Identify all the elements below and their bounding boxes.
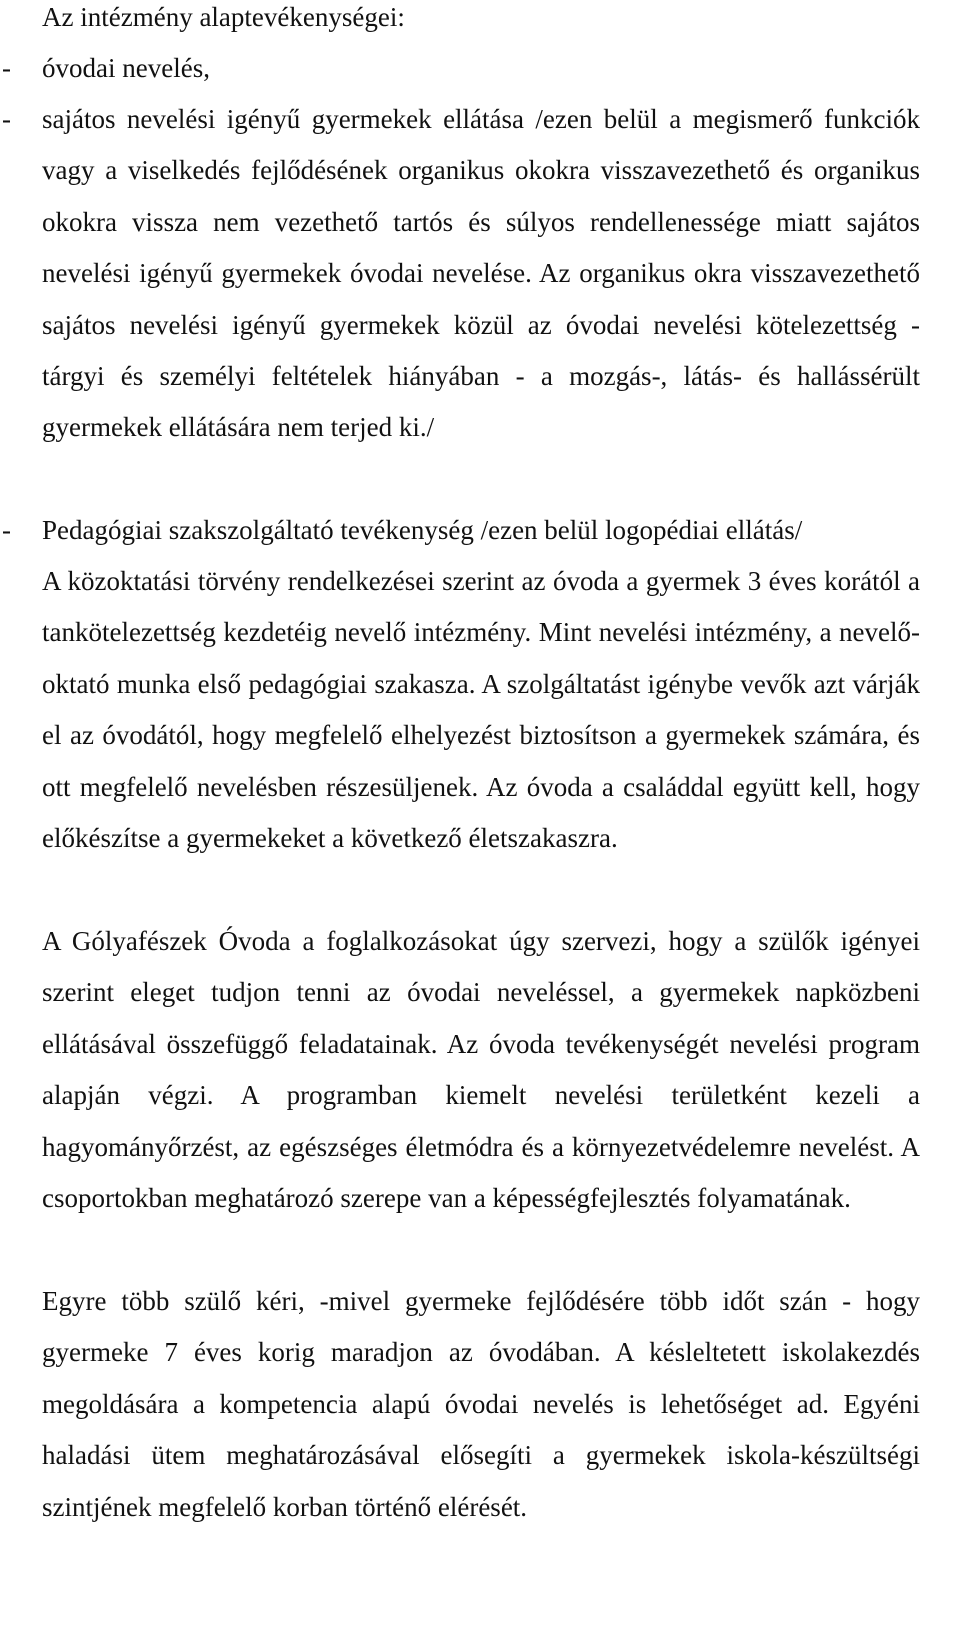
- body-paragraph: A közoktatási törvény rendelkezései szerint az óvoda a gyermek 3 éves korától a tankötelezettség kezdetéig nevelő intézmény. Mint nevelési intézmény, a nevelő-oktató munka első pedagógiai szakasza. A szolgáltatást igénybe vevők azt várják el az óvodától, hogy megfelelő elhelyezést biztosítson a gyermekek számára, és ott megfelelő nevelésben részesüljenek. Az óvoda a családdal együtt kell, hogy előkészítse a gyermekeket a következő életszakaszra.: [42, 566, 920, 854]
- body-paragraph: A Gólyafészek Óvoda a foglalkozásokat úgy szervezi, hogy a szülők igényei szerint eleget tudjon tenni az óvodai neveléssel, a gyermekek napközbeni ellátásával összefüggő feladatainak. Az óvoda tevékenységét nevelési program alapján végzi. A programban kiemelt nevelési területként kezeli a hagyományőrzést, az egészséges életmódra és a környezetvédelemre nevelést. A csoportokban meghatározó szerepe van a képességfejlesztés folyamatának.: [42, 926, 920, 1214]
- bullet-marker: -: [2, 104, 11, 134]
- bullet-item: óvodai nevelés,: [42, 53, 210, 83]
- body-paragraph: Egyre több szülő kéri, -mivel gyermeke fejlődésére több időt szán - hogy gyermeke 7 éves korig maradjon az óvodában. A késleltetett iskolakezdés megoldására a kompetencia alapú óvodai nevelés is lehetőséget ad. Egyéni haladási ütem meghatározásával elősegíti a gyermekek iskola-készültségi szintjének megfelelő korban történő elérését.: [42, 1286, 920, 1522]
- bullet-item: sajátos nevelési igényű gyermekek ellátása /ezen belül a megismerő funkciók vagy a viselkedés fejlődésének organikus okokra visszavezethető és organikus okokra vissza nem vezethető tartós és súlyos rendellenessége miatt sajátos nevelési igényű gyermekek óvodai nevelése. Az organikus okra visszavezethető sajátos nevelési igényű gyermekek közül az óvodai nevelési kötelezettség - tárgyi és személyi feltételek hiányában - a mozgás-, látás- és hallássérült gyermekek ellátására nem terjed ki./: [42, 104, 920, 443]
- document-heading: Az intézmény alaptevékenységei:: [42, 2, 405, 32]
- bullet-marker: -: [2, 53, 11, 83]
- bullet-marker: -: [2, 515, 11, 545]
- bullet-item: Pedagógiai szakszolgáltató tevékenység /ezen belül logopédiai ellátás/: [42, 515, 803, 545]
